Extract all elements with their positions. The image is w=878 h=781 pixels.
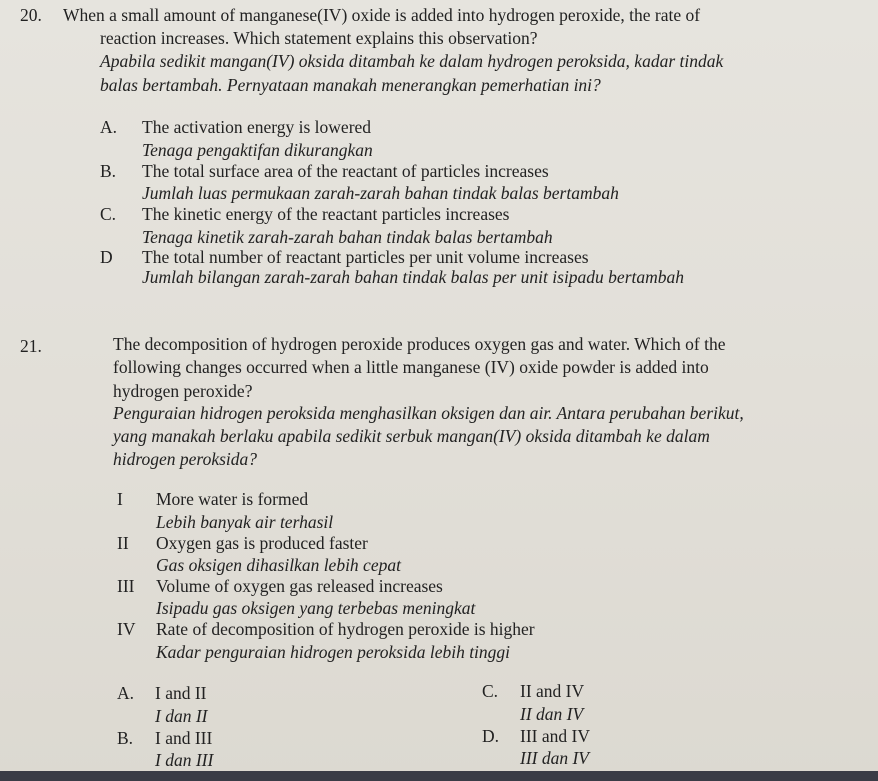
option-letter: B.: [100, 161, 117, 181]
statement-numeral: I: [117, 489, 123, 509]
choice-letter: C.: [482, 681, 499, 701]
statement-numeral: II: [117, 533, 129, 553]
choice-letter: D.: [482, 726, 500, 746]
option-text-en: The activation energy is lowered: [142, 117, 372, 137]
choice-text-ms: I dan III: [155, 750, 214, 770]
option-letter: A.: [100, 117, 118, 137]
statement-text-en: Volume of oxygen gas released increases: [156, 576, 443, 596]
question-stem-en: When a small amount of manganese(IV) oxide is added into hydrogen peroxide, the rate of: [63, 5, 701, 25]
statement-numeral: III: [117, 576, 135, 596]
option-letter: D: [100, 247, 113, 267]
statement-numeral: IV: [117, 619, 136, 639]
question-stem-en: reaction increases. Which statement explains this observation?: [100, 28, 538, 48]
choice-text-en: II and IV: [520, 681, 585, 701]
question-number: 21.: [20, 336, 42, 356]
statement-text-en: More water is formed: [156, 489, 309, 509]
statement-text-ms: Isipadu gas oksigen yang terbebas meningkat: [156, 598, 476, 618]
choice-text-en: III and IV: [520, 726, 590, 746]
option-text-ms: Jumlah luas permukaan zarah-zarah bahan tindak balas bertambah: [142, 183, 619, 203]
question-number: 20.: [20, 5, 42, 25]
choice-text-ms: I dan II: [155, 706, 208, 726]
option-text-ms: Jumlah bilangan zarah-zarah bahan tindak balas per unit isipadu bertambah: [142, 267, 685, 287]
question-stem-en: The decomposition of hydrogen peroxide produces oxygen gas and water. Which of the: [113, 334, 726, 354]
option-text-en: The total surface area of the reactant of particles increases: [142, 161, 549, 181]
choice-letter: B.: [117, 728, 134, 748]
question-stem-ms: Apabila sedikit mangan(IV) oksida ditambah ke dalam hydrogen peroksida, kadar tindak: [100, 51, 724, 71]
question-stem-en: hydrogen peroxide?: [113, 381, 253, 401]
choice-text-ms: III dan IV: [520, 748, 590, 768]
choice-letter: A.: [117, 683, 135, 703]
option-letter: C.: [100, 204, 117, 224]
option-text-en: The total number of reactant particles per unit volume increases: [142, 247, 589, 267]
photo-edge-shadow: [0, 771, 878, 781]
option-text-ms: Tenaga pengaktifan dikurangkan: [142, 140, 373, 160]
option-text-ms: Tenaga kinetik zarah-zarah bahan tindak balas bertambah: [142, 227, 553, 247]
choice-text-ms: II dan IV: [520, 704, 584, 724]
statement-text-ms: Gas oksigen dihasilkan lebih cepat: [156, 555, 401, 575]
question-stem-en: following changes occurred when a little manganese (IV) oxide powder is added into: [113, 357, 709, 377]
statement-text-en: Oxygen gas is produced faster: [156, 533, 368, 553]
option-text-en: The kinetic energy of the reactant particles increases: [142, 204, 510, 224]
statement-text-en: Rate of decomposition of hydrogen peroxide is higher: [156, 619, 535, 639]
statement-text-ms: Kadar penguraian hidrogen peroksida lebih tinggi: [156, 642, 511, 662]
question-stem-ms: hidrogen peroksida?: [113, 449, 258, 469]
choice-text-en: I and II: [155, 683, 207, 703]
question-stem-ms: Penguraian hidrogen peroksida menghasilkan oksigen dan air. Antara perubahan berikut,: [113, 403, 744, 423]
question-stem-ms: yang manakah berlaku apabila sedikit serbuk mangan(IV) oksida ditambah ke dalam: [113, 426, 710, 446]
statement-text-ms: Lebih banyak air terhasil: [156, 512, 334, 532]
question-stem-ms: balas bertambah. Pernyataan manakah menerangkan pemerhatian ini?: [100, 75, 601, 95]
choice-text-en: I and III: [155, 728, 213, 748]
